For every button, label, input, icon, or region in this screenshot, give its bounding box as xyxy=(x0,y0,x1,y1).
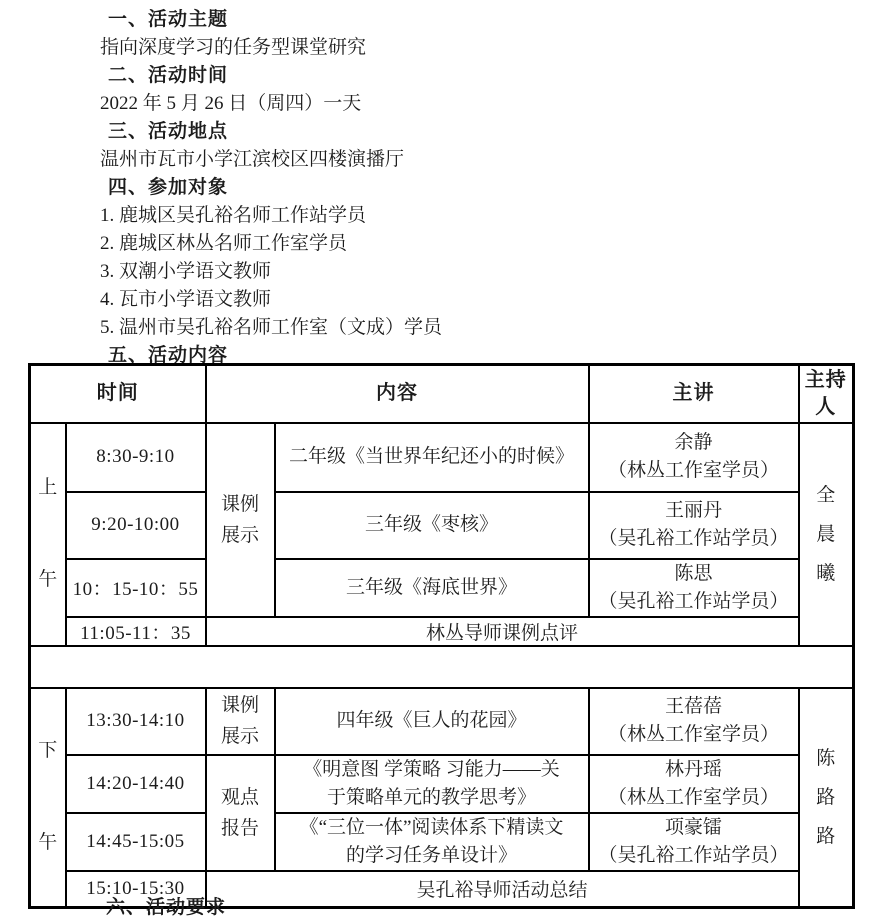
cell-time: 10：15-10：55 xyxy=(66,559,206,617)
cell-time: 8:30-9:10 xyxy=(66,423,206,492)
cell-content: 三年级《枣核》 xyxy=(275,492,589,559)
cell-speaker: 王蓓蓓 （林丛工作室学员） xyxy=(589,688,799,755)
table-row xyxy=(30,423,854,492)
attendee-item: 2. 鹿城区林丛名师工作室学员 xyxy=(100,233,348,254)
notice-body xyxy=(100,6,840,370)
cell-content: 三年级《海底世界》 xyxy=(275,559,589,617)
cell-time: 15:10-15:30 xyxy=(66,871,206,908)
cell-summary: 吴孔裕导师活动总结 xyxy=(206,871,799,908)
table-row xyxy=(30,688,854,755)
time-text: 2022 年 5 月 26 日（周四）一天 xyxy=(100,93,362,114)
table-row xyxy=(30,559,854,617)
section-heading-attendees: 四、参加对象 xyxy=(108,177,229,198)
attendee-item: 1. 鹿城区吴孔裕名师工作站学员 xyxy=(100,205,367,226)
section-heading-content: 五、活动内容 xyxy=(108,345,229,366)
attendee-item: 3. 双潮小学语文教师 xyxy=(100,261,272,282)
section-heading-theme: 一、活动主题 xyxy=(108,9,229,30)
header-content: 内容 xyxy=(206,365,589,423)
section-heading-location: 三、活动地点 xyxy=(108,121,229,142)
table-header-row xyxy=(30,365,854,423)
type-label-viewpoint-report: 观点 报告 xyxy=(206,755,275,871)
cell-content: 四年级《巨人的花园》 xyxy=(275,688,589,755)
header-host: 主持 人 xyxy=(799,365,854,423)
table-row xyxy=(30,755,854,813)
table-row xyxy=(30,617,854,646)
separator-row xyxy=(30,646,854,688)
header-time: 时间 xyxy=(30,365,206,423)
type-label-lesson-demo: 课例 展示 xyxy=(206,688,275,755)
host-label-morning: 全 晨 曦 xyxy=(799,423,854,646)
cell-content: 二年级《当世界年纪还小的时候》 xyxy=(275,423,589,492)
cell-speaker: 项豪镭 （吴孔裕工作站学员） xyxy=(589,813,799,871)
attendee-item: 5. 温州市吴孔裕名师工作室（文成）学员 xyxy=(100,317,443,338)
schedule-table xyxy=(28,363,855,909)
table-row xyxy=(30,813,854,871)
cell-time: 14:20-14:40 xyxy=(66,755,206,813)
cell-speaker: 王丽丹 （吴孔裕工作站学员） xyxy=(589,492,799,559)
section-heading-next-clipped: 六、活动要求 xyxy=(106,897,227,918)
cell-content: 《明意图 学策略 习能力——关 于策略单元的教学思考》 xyxy=(275,755,589,813)
cell-time: 13:30-14:10 xyxy=(66,688,206,755)
period-label-morning: 上 午 xyxy=(30,423,66,646)
cell-content: 《“三位一体”阅读体系下精读文 的学习任务单设计》 xyxy=(275,813,589,871)
cell-speaker: 陈思 （吴孔裕工作站学员） xyxy=(589,559,799,617)
cell-summary: 林丛导师课例点评 xyxy=(206,617,799,646)
theme-text: 指向深度学习的任务型课堂研究 xyxy=(100,37,367,58)
period-label-afternoon: 下 午 xyxy=(30,688,66,908)
section-heading-time: 二、活动时间 xyxy=(108,65,229,86)
separator-cell xyxy=(30,646,854,688)
cell-time: 14:45-15:05 xyxy=(66,813,206,871)
type-label-lesson-demo: 课例 展示 xyxy=(206,423,275,617)
host-label-afternoon: 陈 路 路 xyxy=(799,688,854,908)
cell-speaker: 余静 （林丛工作室学员） xyxy=(589,423,799,492)
cell-speaker: 林丹瑶 （林丛工作室学员） xyxy=(589,755,799,813)
location-text: 温州市瓦市小学江滨校区四楼演播厅 xyxy=(100,149,405,170)
cell-time: 11:05-11：35 xyxy=(66,617,206,646)
header-speaker: 主讲 xyxy=(589,365,799,423)
table-row xyxy=(30,492,854,559)
attendee-item: 4. 瓦市小学语文教师 xyxy=(100,289,272,310)
cell-time: 9:20-10:00 xyxy=(66,492,206,559)
